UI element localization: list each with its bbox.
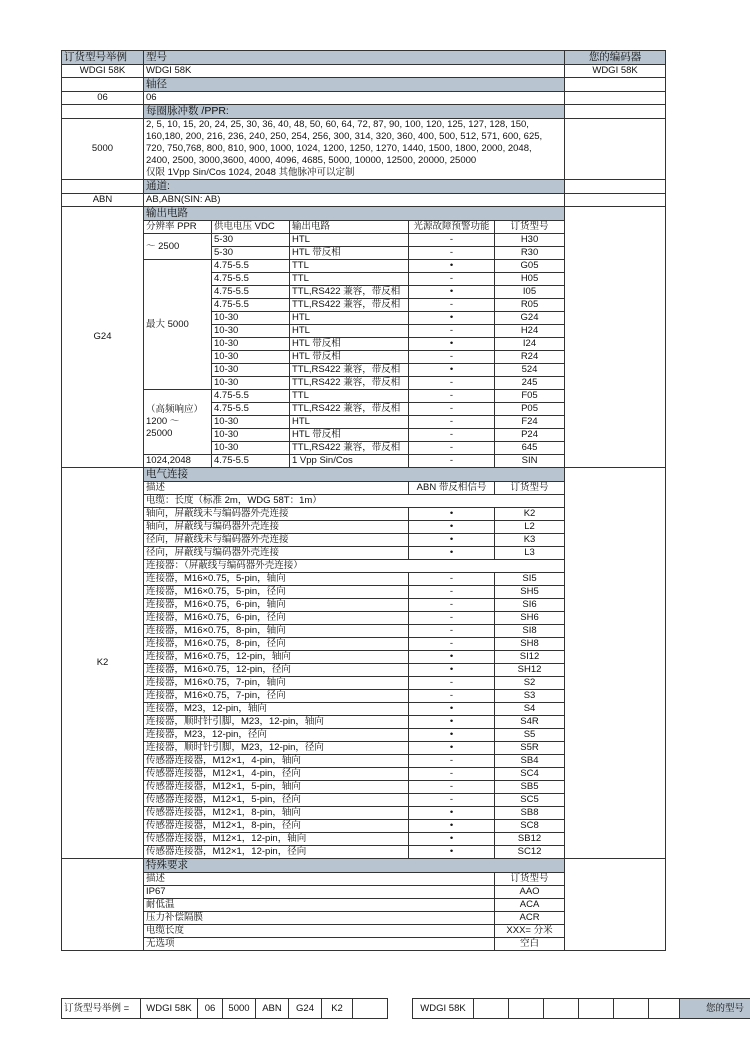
description: 轴向，屏蔽线与编码器外壳连接 — [144, 521, 409, 534]
model-label-header: 型号 — [144, 51, 565, 65]
ppr-group-label-line: 1024,2048 — [146, 455, 191, 466]
shaft-code: 06 — [62, 92, 144, 105]
description: IP67 — [144, 886, 495, 899]
column-header: ABN 带反相信号 — [409, 482, 495, 495]
section-title: 电气连接 — [144, 468, 565, 482]
fault-warning: - — [409, 273, 495, 286]
abn-inverted: - — [409, 625, 495, 638]
supply-voltage: 4.75-5.5 — [212, 403, 290, 416]
ppr-line: 2, 5, 10, 15, 20, 24, 25, 30, 36, 40, 48, 50, 60, 64, 72, 87, 90, 100, 120, 125, 127, 128, 150, — [146, 119, 529, 130]
abn-inverted: • — [409, 703, 495, 716]
table-cell — [565, 119, 666, 180]
ppr-group-label-line: ～ 2500 — [146, 240, 180, 252]
supply-voltage: 10-30 — [212, 416, 290, 429]
abn-inverted: - — [409, 677, 495, 690]
order-code: L2 — [495, 521, 565, 534]
supply-voltage: 10-30 — [212, 442, 290, 455]
order-code: P05 — [495, 403, 565, 416]
order-code: K3 — [495, 534, 565, 547]
description: 连接器，M16×0.75，8-pin，径向 — [144, 638, 409, 651]
abn-inverted: • — [409, 651, 495, 664]
abn-inverted: • — [409, 846, 495, 859]
fault-warning: • — [409, 312, 495, 325]
order-code: SB8 — [495, 807, 565, 820]
order-code: SIN — [495, 455, 565, 468]
description: 连接器，顺时针引脚，M23，12-pin，径向 — [144, 742, 409, 755]
supply-voltage: 10-30 — [212, 312, 290, 325]
electrical-code: K2 — [62, 468, 144, 859]
fault-warning: - — [409, 442, 495, 455]
order-code: R05 — [495, 299, 565, 312]
table-row — [62, 92, 666, 105]
order-code: L3 — [495, 547, 565, 560]
abn-inverted: • — [409, 820, 495, 833]
order-code: XXX= 分米 — [495, 925, 565, 938]
abn-inverted: - — [409, 755, 495, 768]
order-code: G05 — [495, 260, 565, 273]
example-value: WDGI 58K — [62, 65, 144, 78]
description: 耐低温 — [144, 899, 495, 912]
order-code: ACR — [495, 912, 565, 925]
table-cell — [565, 194, 666, 207]
order-code: SC4 — [495, 768, 565, 781]
abn-inverted: • — [409, 742, 495, 755]
supply-voltage: 4.75-5.5 — [212, 286, 290, 299]
abn-inverted: • — [409, 534, 495, 547]
ppr-group-label — [144, 455, 212, 468]
column-header: 描述 — [144, 482, 409, 495]
order-code: K2 — [495, 508, 565, 521]
abn-inverted: • — [409, 547, 495, 560]
order-code: H05 — [495, 273, 565, 286]
ppr-line: 仅限 1Vpp Sin/Cos 1024, 2048 其他脉冲可以定制 — [146, 167, 355, 178]
order-code: P24 — [495, 429, 565, 442]
description: 无选项 — [144, 938, 495, 951]
order-code: S5 — [495, 729, 565, 742]
your-code-cell — [544, 999, 579, 1019]
table-cell — [62, 78, 144, 92]
description: 连接器，M16×0.75，6-pin，轴向 — [144, 599, 409, 612]
description: 连接器，M23，12-pin，径向 — [144, 729, 409, 742]
order-code-table — [61, 50, 666, 951]
fault-warning: - — [409, 377, 495, 390]
abn-inverted: • — [409, 807, 495, 820]
your-code-cell — [579, 999, 614, 1019]
description: 连接器，M16×0.75，8-pin，轴向 — [144, 625, 409, 638]
order-code: F24 — [495, 416, 565, 429]
footer-row — [62, 999, 750, 1019]
order-code: SB4 — [495, 755, 565, 768]
output-circuit: TTL,RS422 兼容，带反相 — [290, 364, 409, 377]
supply-voltage: 10-30 — [212, 364, 290, 377]
output-circuit: TTL,RS422 兼容，带反相 — [290, 286, 409, 299]
order-code: R30 — [495, 247, 565, 260]
your-code-cell — [509, 999, 544, 1019]
order-code: SH12 — [495, 664, 565, 677]
abn-inverted: • — [409, 664, 495, 677]
column-header: 输出电路 — [290, 221, 409, 234]
description: 连接器，M16×0.75，7-pin，轴向 — [144, 677, 409, 690]
description: 径向，屏蔽线与编码器外壳连接 — [144, 547, 409, 560]
empty-cell — [565, 859, 666, 951]
abn-inverted: • — [409, 833, 495, 846]
description: 径向，屏蔽线未与编码器外壳连接 — [144, 534, 409, 547]
example-code-cell: 06 — [198, 999, 223, 1019]
abn-inverted: - — [409, 781, 495, 794]
fault-warning: - — [409, 247, 495, 260]
fault-warning: - — [409, 416, 495, 429]
table-row — [62, 65, 666, 78]
supply-voltage: 10-30 — [212, 377, 290, 390]
column-header: 分辨率 PPR — [144, 221, 212, 234]
column-header: 订货型号 — [495, 873, 565, 886]
section-title: 通道: — [144, 180, 565, 194]
output-circuit: TTL,RS422 兼容，带反相 — [290, 403, 409, 416]
order-code: S4R — [495, 716, 565, 729]
section-row — [62, 78, 666, 92]
your-code-cell: WDGI 58K — [413, 999, 474, 1019]
ppr-group-label-line: 1200 ～ — [146, 416, 180, 427]
description: 压力补偿隔膜 — [144, 912, 495, 925]
supply-voltage: 4.75-5.5 — [212, 273, 290, 286]
order-code: S4 — [495, 703, 565, 716]
description: 传感器连接器，M12×1，5-pin，轴向 — [144, 781, 409, 794]
order-code: SB5 — [495, 781, 565, 794]
output-circuit: HTL 带反相 — [290, 429, 409, 442]
description: 连接器，M16×0.75，12-pin，径向 — [144, 664, 409, 677]
column-header: 光源故障预警功能 — [409, 221, 495, 234]
abn-inverted: - — [409, 690, 495, 703]
channels-value: AB,ABN(SIN: AB) — [144, 194, 565, 207]
order-code: 524 — [495, 364, 565, 377]
description: 传感器连接器，M12×1，4-pin，径向 — [144, 768, 409, 781]
fault-warning: - — [409, 455, 495, 468]
empty-cell — [565, 468, 666, 859]
your-model-label: 您的型号 — [680, 999, 750, 1019]
abn-inverted: • — [409, 521, 495, 534]
description: 轴向，屏蔽线未与编码器外壳连接 — [144, 508, 409, 521]
table-cell — [565, 180, 666, 194]
order-code: H30 — [495, 234, 565, 247]
cable-note: 电缆：长度（标准 2m，WDG 58T：1m） — [144, 495, 565, 508]
order-code: 245 — [495, 377, 565, 390]
model-value: WDGI 58K — [144, 65, 565, 78]
order-code: SI6 — [495, 599, 565, 612]
output-circuit: TTL,RS422 兼容，带反相 — [290, 299, 409, 312]
fault-warning: • — [409, 260, 495, 273]
description: 连接器，M23，12-pin，轴向 — [144, 703, 409, 716]
example-code-cell — [353, 999, 388, 1019]
order-code: I24 — [495, 338, 565, 351]
section-title: 每圈脉冲数 /PPR: — [144, 105, 565, 119]
output-circuit: 1 Vpp Sin/Cos — [290, 455, 409, 468]
description: 传感器连接器，M12×1，4-pin，轴向 — [144, 755, 409, 768]
order-code: SH8 — [495, 638, 565, 651]
order-code: S3 — [495, 690, 565, 703]
header-row — [62, 51, 666, 65]
your-code-cell — [474, 999, 509, 1019]
abn-inverted: • — [409, 716, 495, 729]
order-code: AAO — [495, 886, 565, 899]
supply-voltage: 4.75-5.5 — [212, 455, 290, 468]
abn-inverted: - — [409, 586, 495, 599]
output-circuit: HTL 带反相 — [290, 351, 409, 364]
description: 传感器连接器，M12×1，5-pin，径向 — [144, 794, 409, 807]
empty-cell — [62, 859, 144, 951]
description: 连接器，M16×0.75，5-pin，轴向 — [144, 573, 409, 586]
output-circuit: TTL,RS422 兼容，带反相 — [290, 377, 409, 390]
table-row — [62, 194, 666, 207]
abn-inverted: • — [409, 729, 495, 742]
output-circuit: HTL — [290, 312, 409, 325]
output-circuit: HTL 带反相 — [290, 247, 409, 260]
fault-warning: • — [409, 338, 495, 351]
table-row — [62, 119, 666, 180]
output-circuit: HTL — [290, 325, 409, 338]
column-header: 描述 — [144, 873, 495, 886]
supply-voltage: 4.75-5.5 — [212, 299, 290, 312]
your-encoder-value: WDGI 58K — [565, 65, 666, 78]
table-cell — [565, 78, 666, 92]
ppr-line: 2400, 2500, 3000,3600, 4000, 4096, 4685, 5000, 10000, 12500, 20000, 25000 — [146, 155, 477, 166]
table-cell — [565, 105, 666, 119]
order-code: SC5 — [495, 794, 565, 807]
supply-voltage: 10-30 — [212, 325, 290, 338]
fault-warning: • — [409, 286, 495, 299]
column-header: 订货型号 — [495, 482, 565, 495]
description: 传感器连接器，M12×1，8-pin，轴向 — [144, 807, 409, 820]
ppr-line: 720, 750,768, 800, 810, 900, 1000, 1024, 1200, 1250, 1270, 1440, 1500, 1800, 2000, 2048, — [146, 143, 532, 154]
footer-label: 订货型号举例 = — [62, 999, 141, 1019]
section-row — [62, 105, 666, 119]
fault-warning: - — [409, 390, 495, 403]
order-code: G24 — [495, 312, 565, 325]
fault-warning: - — [409, 403, 495, 416]
output-circuit: TTL — [290, 390, 409, 403]
fault-warning: - — [409, 429, 495, 442]
ppr-group-label — [144, 390, 212, 455]
output-circuit: TTL,RS422 兼容，带反相 — [290, 442, 409, 455]
order-code: SI12 — [495, 651, 565, 664]
description: 传感器连接器，M12×1，8-pin，径向 — [144, 820, 409, 833]
your-encoder-header: 您的编码器 — [565, 51, 666, 65]
order-code: SB12 — [495, 833, 565, 846]
fault-warning: - — [409, 299, 495, 312]
channels-code: ABN — [62, 194, 144, 207]
section-title: 特殊要求 — [144, 859, 565, 873]
section-row — [62, 859, 666, 873]
empty-cell — [565, 207, 666, 468]
description: 连接器，M16×0.75，7-pin，径向 — [144, 690, 409, 703]
fault-warning: - — [409, 234, 495, 247]
section-row — [62, 468, 666, 482]
order-code: F05 — [495, 390, 565, 403]
order-code: SI5 — [495, 573, 565, 586]
table-cell — [62, 180, 144, 194]
order-code: H24 — [495, 325, 565, 338]
output-code: G24 — [62, 207, 144, 468]
supply-voltage: 10-30 — [212, 429, 290, 442]
fault-warning: - — [409, 325, 495, 338]
fault-warning: • — [409, 364, 495, 377]
example-code-cell: WDGI 58K — [141, 999, 198, 1019]
section-row — [62, 180, 666, 194]
description: 传感器连接器，M12×1，12-pin，轴向 — [144, 833, 409, 846]
table-cell — [62, 105, 144, 119]
order-code: 645 — [495, 442, 565, 455]
ppr-values — [144, 119, 565, 180]
output-circuit: HTL — [290, 234, 409, 247]
column-header: 订货型号 — [495, 221, 565, 234]
supply-voltage: 10-30 — [212, 351, 290, 364]
ppr-line: 160,180, 200, 216, 236, 240, 250, 254, 256, 300, 314, 320, 360, 400, 500, 512, 571, 600, 625, — [146, 131, 543, 142]
shaft-value: 06 — [144, 92, 565, 105]
example-code-cell: 5000 — [223, 999, 256, 1019]
output-circuit: HTL 带反相 — [290, 338, 409, 351]
abn-inverted: - — [409, 599, 495, 612]
description: 连接器，顺时针引脚，M23，12-pin，轴向 — [144, 716, 409, 729]
example-code-cell: K2 — [322, 999, 353, 1019]
connector-note: 连接器：（屏蔽线与编码器外壳连接） — [144, 560, 565, 573]
description: 连接器，M16×0.75，6-pin，径向 — [144, 612, 409, 625]
order-code: ACA — [495, 899, 565, 912]
order-code: 空白 — [495, 938, 565, 951]
order-code: SH6 — [495, 612, 565, 625]
your-code-cell — [649, 999, 680, 1019]
abn-inverted: • — [409, 508, 495, 521]
abn-inverted: - — [409, 638, 495, 651]
section-title: 轴径 — [144, 78, 565, 92]
description: 连接器，M16×0.75，5-pin，径向 — [144, 586, 409, 599]
abn-inverted: - — [409, 794, 495, 807]
output-circuit: TTL — [290, 260, 409, 273]
example-label-header: 订货型号举例 — [62, 51, 144, 65]
your-code-cell — [614, 999, 649, 1019]
footer-gap — [388, 999, 413, 1019]
ppr-group-label — [144, 260, 212, 390]
description: 电缆长度 — [144, 925, 495, 938]
abn-inverted: - — [409, 768, 495, 781]
ppr-group-label-line: 25000 — [146, 428, 173, 439]
order-code: SC12 — [495, 846, 565, 859]
order-code-footer — [61, 998, 750, 1019]
supply-voltage: 10-30 — [212, 338, 290, 351]
supply-voltage: 5-30 — [212, 234, 290, 247]
ppr-code: 5000 — [62, 119, 144, 180]
output-circuit: TTL — [290, 273, 409, 286]
ppr-group-label-line: （高频响应） — [146, 404, 204, 415]
supply-voltage: 4.75-5.5 — [212, 390, 290, 403]
output-circuit: HTL — [290, 416, 409, 429]
ppr-group-label-line: 最大 5000 — [146, 318, 189, 330]
table-cell — [565, 92, 666, 105]
order-code: SC8 — [495, 820, 565, 833]
order-code: SI8 — [495, 625, 565, 638]
order-code: S2 — [495, 677, 565, 690]
order-code: R24 — [495, 351, 565, 364]
order-code: I05 — [495, 286, 565, 299]
example-code-cell: G24 — [289, 999, 322, 1019]
ppr-group-label — [144, 234, 212, 260]
fault-warning: - — [409, 351, 495, 364]
order-code: S5R — [495, 742, 565, 755]
abn-inverted: - — [409, 573, 495, 586]
column-header: 供电电压 VDC — [212, 221, 290, 234]
section-row — [62, 207, 666, 221]
supply-voltage: 5-30 — [212, 247, 290, 260]
order-code: SH5 — [495, 586, 565, 599]
description: 连接器，M16×0.75，12-pin，轴向 — [144, 651, 409, 664]
abn-inverted: - — [409, 612, 495, 625]
description: 传感器连接器，M12×1，12-pin，径向 — [144, 846, 409, 859]
example-code-cell: ABN — [256, 999, 289, 1019]
section-title: 输出电路 — [144, 207, 565, 221]
supply-voltage: 4.75-5.5 — [212, 260, 290, 273]
